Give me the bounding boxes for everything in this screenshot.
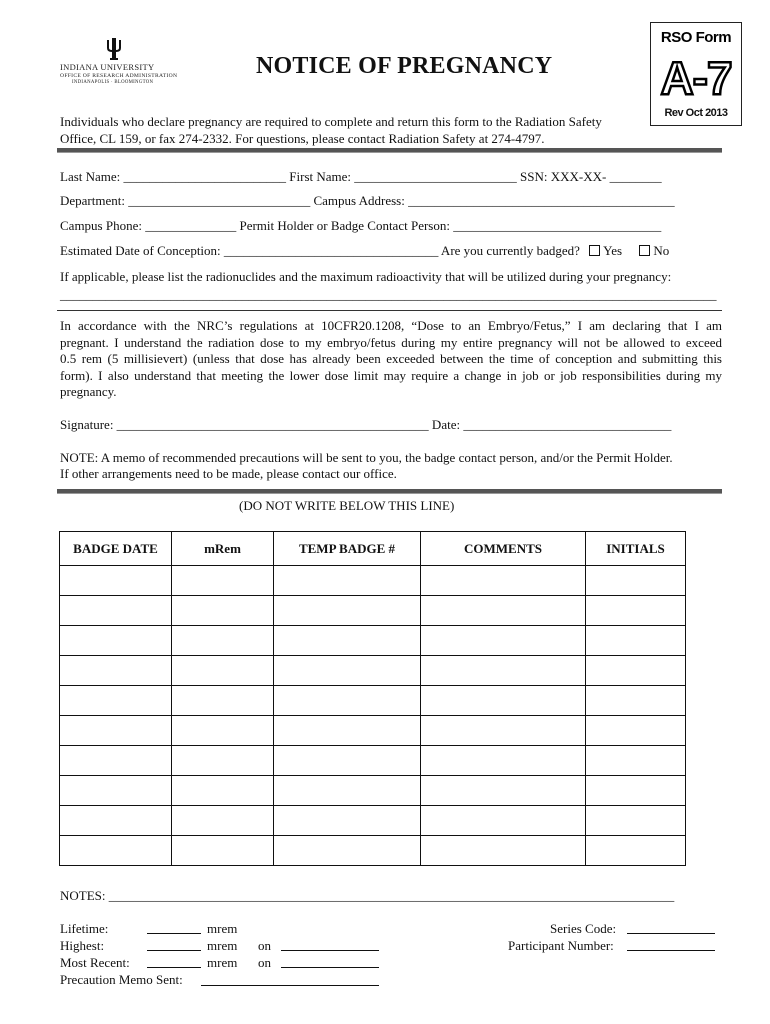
table-cell[interactable]: [421, 626, 586, 656]
table-cell[interactable]: [172, 836, 274, 866]
radionuclides-field[interactable]: _____________________________________________________________________________________________________: [60, 287, 717, 302]
department-fields-row[interactable]: Department: ____________________________ Campus Address: _________________________________________: [60, 193, 675, 208]
table-cell[interactable]: [421, 836, 586, 866]
table-cell[interactable]: [421, 596, 586, 626]
table-cell[interactable]: [172, 716, 274, 746]
highest-value-field[interactable]: [147, 950, 201, 951]
lifetime-label: Lifetime:: [60, 921, 109, 936]
table-cell[interactable]: [172, 656, 274, 686]
table-cell[interactable]: [274, 626, 421, 656]
table-row: [60, 836, 686, 866]
on-label: on: [258, 938, 271, 953]
table-cell[interactable]: [172, 806, 274, 836]
table-cell[interactable]: [586, 656, 686, 686]
most-recent-value-field[interactable]: [147, 967, 201, 968]
badged-yes-option[interactable]: [589, 243, 622, 258]
badged-no-option[interactable]: [639, 243, 669, 258]
divider: [57, 489, 722, 494]
table-row: [60, 566, 686, 596]
table-cell[interactable]: [421, 656, 586, 686]
on-label: on: [258, 955, 271, 970]
table-cell[interactable]: [586, 626, 686, 656]
table-row: [60, 656, 686, 686]
note-line-2: If other arrangements need to be made, please contact our office.: [60, 466, 397, 481]
lifetime-value-field[interactable]: [147, 933, 201, 934]
series-code-field[interactable]: [627, 933, 715, 934]
signature-date-row[interactable]: Signature: ________________________________________________ Date: ________________________________: [60, 417, 672, 432]
logo-campus: INDIANAPOLIS · BLOOMINGTON: [72, 80, 154, 85]
intro-line-1: Individuals who declare pregnancy are required to complete and return this form to the Radiation Safety: [60, 114, 602, 129]
highest-date-field[interactable]: [281, 950, 379, 951]
yes-label: Yes: [603, 243, 623, 258]
do-not-write-label: (DO NOT WRITE BELOW THIS LINE): [239, 498, 455, 513]
table-cell[interactable]: [172, 626, 274, 656]
table-cell[interactable]: [586, 836, 686, 866]
table-cell[interactable]: [421, 566, 586, 596]
table-cell[interactable]: [274, 806, 421, 836]
table-cell[interactable]: [60, 686, 172, 716]
participant-number-label: Participant Number:: [508, 938, 614, 953]
table-cell[interactable]: [421, 716, 586, 746]
note-line-1: NOTE: A memo of recommended precautions will be sent to you, the badge contact person, and/or the Permit Holder.: [60, 450, 673, 465]
table-cell[interactable]: [586, 806, 686, 836]
university-logo: [58, 34, 178, 90]
table-row: [60, 716, 686, 746]
page-title: NOTICE OF PREGNANCY: [256, 53, 553, 79]
table-cell[interactable]: [421, 776, 586, 806]
table-cell[interactable]: [586, 686, 686, 716]
table-cell[interactable]: [60, 656, 172, 686]
table-cell[interactable]: [586, 776, 686, 806]
conception-fields-row: [60, 243, 669, 259]
table-cell[interactable]: [274, 836, 421, 866]
table-cell[interactable]: [60, 626, 172, 656]
table-cell[interactable]: [60, 836, 172, 866]
no-label: No: [653, 243, 670, 258]
table-cell[interactable]: [274, 716, 421, 746]
table-cell[interactable]: [60, 776, 172, 806]
precaution-memo-field[interactable]: [201, 985, 379, 986]
name-fields-row[interactable]: Last Name: _________________________ First Name: _________________________ SSN: XXX-XX- ________: [60, 169, 662, 184]
table-cell[interactable]: [172, 566, 274, 596]
table-cell[interactable]: [274, 686, 421, 716]
yes-checkbox[interactable]: [589, 245, 600, 256]
table-row: [60, 596, 686, 626]
table-cell[interactable]: [60, 566, 172, 596]
rso-form-box: [650, 22, 742, 126]
most-recent-label: Most Recent:: [60, 955, 130, 970]
table-cell[interactable]: [274, 656, 421, 686]
unit-label: mrem: [207, 955, 238, 970]
conception-date-field[interactable]: Estimated Date of Conception: _________________________________ Are you currently badged?: [60, 243, 580, 258]
table-row: [60, 806, 686, 836]
table-cell[interactable]: [172, 776, 274, 806]
column-header: COMMENTS: [421, 532, 586, 566]
table-cell[interactable]: [172, 746, 274, 776]
badge-log-table: [59, 531, 686, 866]
table-row: [60, 686, 686, 716]
table-cell[interactable]: [421, 686, 586, 716]
table-cell[interactable]: [586, 596, 686, 626]
table-row: [60, 626, 686, 656]
table-cell[interactable]: [60, 596, 172, 626]
divider: [57, 310, 722, 311]
declaration-line: In accordance with the NRC’s regulations at 10CFR20.1208, “Dose to an Embryo/Fetus,” I am declaring that I am: [60, 318, 722, 333]
series-code-label: Series Code:: [550, 921, 617, 936]
trident-icon: [104, 36, 124, 62]
contact-fields-row[interactable]: Campus Phone: ______________ Permit Holder or Badge Contact Person: ________________________________: [60, 218, 662, 233]
declaration-line: pregnant. I understand the radiation dose to my embryo/fetus during my entire pregnancy will not be allowed to exceed: [60, 334, 722, 350]
revision-date: Rev Oct 2013: [664, 107, 728, 119]
logo-dept: OFFICE OF RESEARCH ADMINISTRATION: [60, 73, 178, 79]
table-cell[interactable]: [274, 596, 421, 626]
column-header: TEMP BADGE #: [274, 532, 421, 566]
table-cell[interactable]: [421, 746, 586, 776]
column-header: BADGE DATE: [60, 532, 172, 566]
intro-line-2: Office, CL 159, or fax 274-2332. For questions, please contact Radiation Safety at 274-4797.: [60, 131, 545, 146]
rso-label: RSO Form: [660, 29, 732, 46]
table-cell[interactable]: [274, 776, 421, 806]
declaration-line: form). I also understand that meeting the lower dose limit may require a change in job or job responsibilities during my: [60, 367, 722, 383]
declaration-line: pregnancy.: [60, 384, 117, 399]
table-cell[interactable]: [586, 566, 686, 596]
logo-name: INDIANA UNIVERSITY: [60, 62, 155, 72]
column-header: mRem: [172, 532, 274, 566]
table-cell[interactable]: [274, 566, 421, 596]
radionuclides-prompt: If applicable, please list the radionuclides and the maximum radioactivity that will be utilized during your pregnancy:: [60, 269, 672, 284]
no-checkbox[interactable]: [639, 245, 650, 256]
table-row: [60, 746, 686, 776]
table-cell[interactable]: [421, 806, 586, 836]
most-recent-date-field[interactable]: [281, 967, 379, 968]
table-row: [60, 776, 686, 806]
divider: [57, 148, 722, 153]
declaration-paragraph: [60, 318, 722, 401]
form-number: A-7: [660, 52, 732, 104]
table-cell[interactable]: [274, 746, 421, 776]
column-header: INITIALS: [586, 532, 686, 566]
table-cell[interactable]: [60, 806, 172, 836]
table-header-row: [60, 532, 686, 566]
table-cell[interactable]: [172, 596, 274, 626]
precaution-memo-label: Precaution Memo Sent:: [60, 972, 183, 987]
table-cell[interactable]: [586, 716, 686, 746]
unit-label: mrem: [207, 938, 238, 953]
table-cell[interactable]: [172, 686, 274, 716]
table-body: [60, 566, 686, 866]
table-cell[interactable]: [586, 746, 686, 776]
highest-label: Highest:: [60, 938, 105, 953]
table-cell[interactable]: [60, 746, 172, 776]
declaration-line: 0.5 rem (5 millisievert) (unless that dose has already been exceeded between the time of conception and submitting this: [60, 351, 722, 366]
unit-label: mrem: [207, 921, 238, 936]
notes-field[interactable]: NOTES: _______________________________________________________________________________________: [60, 888, 675, 903]
table-cell[interactable]: [60, 716, 172, 746]
participant-number-field[interactable]: [627, 950, 715, 951]
